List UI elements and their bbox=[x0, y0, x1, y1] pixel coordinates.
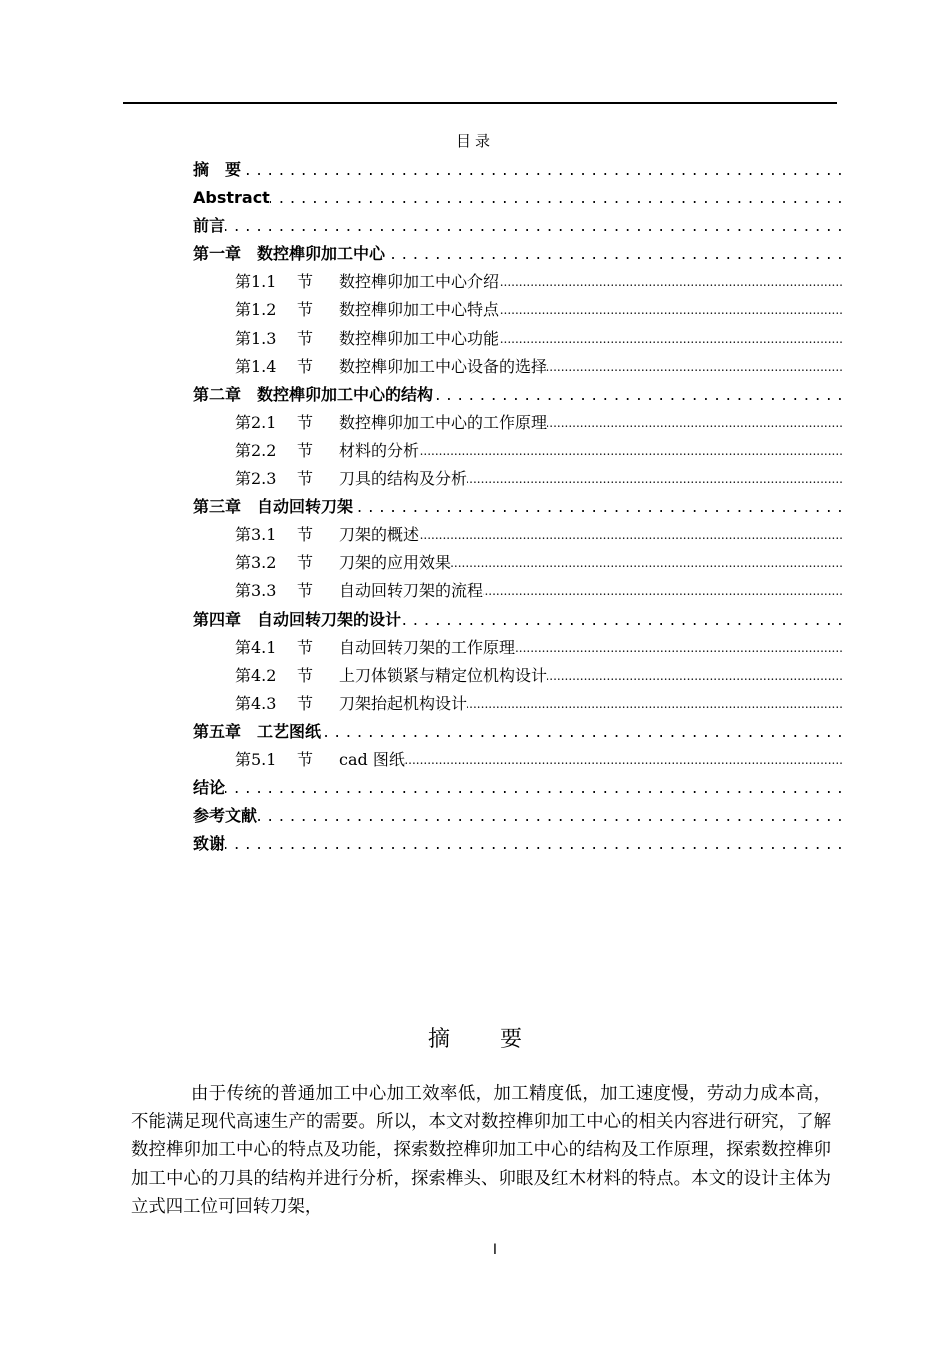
toc-entry-label: 摘 要 bbox=[193, 156, 241, 184]
toc-section-entry[interactable] bbox=[193, 662, 843, 690]
toc-entry-label: 第五章 工艺图纸 bbox=[193, 718, 321, 746]
toc-section-marker: 节 bbox=[297, 553, 314, 573]
toc-section-title: cad 图纸 bbox=[339, 749, 405, 769]
toc-section-number: 第2.3 bbox=[235, 469, 277, 489]
abstract-body: 由于传统的普通加工中心加工效率低，加工精度低，加工速度慢，劳动力成本高，不能满足现代高速生产的需要。所以，本文对数控榫卯加工中心的相关内容进行研究，了解数控榫卯加工中心的特点及功能，探索数控榫卯加工中心的结构及工作原理，探索数控榫卯加工中心的刀具的结构并进行分析，探索榫头、卯眼及红木材料的特点。本文的设计主体为立式四工位可回转刀架， bbox=[131, 1084, 831, 1217]
toc-entry-label bbox=[235, 465, 467, 493]
toc-section-marker: 节 bbox=[297, 300, 314, 320]
toc-entry-label bbox=[235, 521, 419, 549]
toc-title: 目录 bbox=[455, 132, 494, 150]
toc-chapter-entry[interactable] bbox=[193, 156, 843, 184]
toc-entry-label: 致谢 bbox=[193, 830, 225, 858]
toc-section-entry[interactable] bbox=[193, 746, 843, 774]
toc-leader-dots bbox=[193, 830, 843, 858]
toc-section-title: 上刀体锁紧与精定位机构设计 bbox=[339, 665, 548, 685]
toc-section-entry[interactable] bbox=[193, 465, 843, 493]
table-of-contents bbox=[193, 156, 843, 858]
toc-entry-label bbox=[235, 577, 483, 605]
toc-entry-label bbox=[235, 325, 499, 353]
toc-section-number: 第1.1 bbox=[235, 272, 277, 292]
toc-section-marker: 节 bbox=[297, 749, 314, 769]
toc-leader-dots bbox=[193, 184, 843, 212]
toc-entry-label bbox=[235, 409, 547, 437]
toc-section-number: 第4.1 bbox=[235, 637, 277, 657]
toc-section-title: 数控榫卯加工中心特点 bbox=[339, 300, 500, 320]
toc-section-marker: 节 bbox=[297, 469, 314, 489]
toc-section-title: 数控榫卯加工中心介绍 bbox=[339, 272, 500, 292]
toc-chapter-entry[interactable] bbox=[193, 802, 843, 830]
toc-section-number: 第2.1 bbox=[235, 412, 277, 432]
toc-section-entry[interactable] bbox=[193, 690, 843, 718]
toc-section-entry[interactable] bbox=[193, 437, 843, 465]
toc-section-entry[interactable] bbox=[193, 409, 843, 437]
toc-entry-label bbox=[235, 549, 451, 577]
toc-section-entry[interactable] bbox=[193, 268, 843, 296]
toc-section-title: 材料的分析 bbox=[339, 440, 420, 460]
toc-section-number: 第5.1 bbox=[235, 749, 277, 769]
header-rule bbox=[123, 102, 837, 104]
toc-section-number: 第1.4 bbox=[235, 356, 277, 376]
toc-leader-dots bbox=[193, 212, 843, 240]
toc-section-marker: 节 bbox=[297, 272, 314, 292]
toc-entry-label bbox=[235, 746, 405, 774]
toc-entry-label: 参考文献 bbox=[193, 802, 257, 830]
toc-leader-dots bbox=[193, 802, 843, 830]
toc-entry-label bbox=[235, 662, 547, 690]
toc-entry-label: 第四章 自动回转刀架的设计 bbox=[193, 606, 401, 634]
toc-entry-label bbox=[235, 268, 499, 296]
toc-chapter-entry[interactable] bbox=[193, 381, 843, 409]
toc-leader-dots bbox=[193, 774, 843, 802]
toc-entry-label bbox=[235, 296, 499, 324]
page-number: I bbox=[492, 1242, 498, 1258]
toc-entry-label: 第三章 自动回转刀架 bbox=[193, 493, 353, 521]
toc-section-marker: 节 bbox=[297, 356, 314, 376]
toc-entry-label bbox=[235, 353, 547, 381]
toc-section-title: 刀架的概述 bbox=[339, 525, 420, 545]
toc-chapter-entry[interactable] bbox=[193, 212, 843, 240]
toc-chapter-entry[interactable] bbox=[193, 184, 843, 212]
toc-section-entry[interactable] bbox=[193, 325, 843, 353]
toc-section-title: 数控榫卯加工中心功能 bbox=[339, 328, 500, 348]
toc-section-number: 第3.3 bbox=[235, 581, 277, 601]
toc-section-marker: 节 bbox=[297, 637, 314, 657]
toc-section-title: 数控榫卯加工中心设备的选择 bbox=[339, 356, 548, 376]
toc-entry-label: Abstract bbox=[193, 184, 270, 212]
toc-section-number: 第2.2 bbox=[235, 440, 277, 460]
toc-section-marker: 节 bbox=[297, 328, 314, 348]
toc-section-title: 刀具的结构及分析 bbox=[339, 469, 468, 489]
toc-section-number: 第4.3 bbox=[235, 693, 277, 713]
toc-section-entry[interactable] bbox=[193, 634, 843, 662]
toc-section-title: 数控榫卯加工中心的工作原理 bbox=[339, 412, 548, 432]
toc-section-marker: 节 bbox=[297, 581, 314, 601]
toc-chapter-entry[interactable] bbox=[193, 718, 843, 746]
toc-entry-label bbox=[235, 690, 467, 718]
toc-entry-label: 前言 bbox=[193, 212, 225, 240]
toc-section-title: 自动回转刀架的流程 bbox=[339, 581, 484, 601]
toc-entry-label bbox=[235, 437, 419, 465]
toc-section-number: 第3.1 bbox=[235, 525, 277, 545]
toc-section-marker: 节 bbox=[297, 665, 314, 685]
toc-entry-label: 结论 bbox=[193, 774, 225, 802]
toc-entry-label bbox=[235, 634, 515, 662]
toc-section-title: 刀架的应用效果 bbox=[339, 553, 452, 573]
toc-section-marker: 节 bbox=[297, 412, 314, 432]
toc-chapter-entry[interactable] bbox=[193, 493, 843, 521]
toc-section-entry[interactable] bbox=[193, 521, 843, 549]
toc-chapter-entry[interactable] bbox=[193, 606, 843, 634]
toc-section-number: 第1.3 bbox=[235, 328, 277, 348]
toc-section-entry[interactable] bbox=[193, 549, 843, 577]
toc-section-entry[interactable] bbox=[193, 296, 843, 324]
toc-section-entry[interactable] bbox=[193, 353, 843, 381]
toc-chapter-entry[interactable] bbox=[193, 774, 843, 802]
toc-section-marker: 节 bbox=[297, 525, 314, 545]
toc-section-marker: 节 bbox=[297, 693, 314, 713]
toc-chapter-entry[interactable] bbox=[193, 830, 843, 858]
toc-entry-label: 第二章 数控榫卯加工中心的结构 bbox=[193, 381, 433, 409]
toc-section-title: 刀架抬起机构设计 bbox=[339, 693, 468, 713]
toc-section-marker: 节 bbox=[297, 440, 314, 460]
toc-leader-dots bbox=[193, 156, 843, 184]
toc-section-number: 第1.2 bbox=[235, 300, 277, 320]
toc-entry-label: 第一章 数控榫卯加工中心 bbox=[193, 240, 385, 268]
toc-section-number: 第3.2 bbox=[235, 553, 277, 573]
abstract-title: 摘要 bbox=[427, 1027, 572, 1052]
toc-section-entry[interactable] bbox=[193, 577, 843, 605]
toc-section-title: 自动回转刀架的工作原理 bbox=[339, 637, 516, 657]
toc-section-number: 第4.2 bbox=[235, 665, 277, 685]
toc-chapter-entry[interactable] bbox=[193, 240, 843, 268]
